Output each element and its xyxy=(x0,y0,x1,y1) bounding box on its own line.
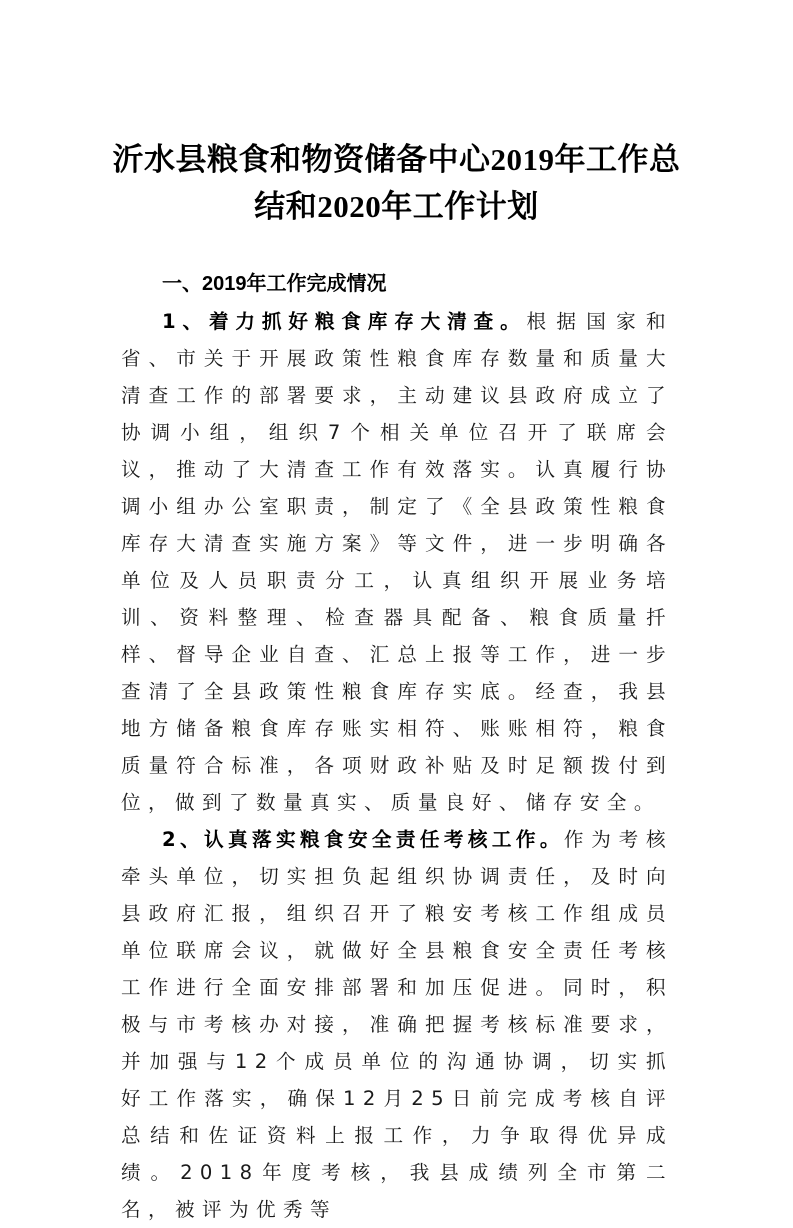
section-heading: 一、2019年工作完成情况 xyxy=(162,273,387,295)
paragraph-body: 根据国家和省、市关于开展政策性粮食库存数量和质量大清查工作的部署要求，主动建议县政府成立了协调小组，组织7个相关单位召开了联席会议，推动了大清查工作有效落实。认真履行协调小组办公室职责，制定了《全县政策性粮食库存大清查实施方案》等文件，进一步明确各单位及人员职责分工，认真组织开展业务培训、资料整理、检查器具配备、粮食质量扦样、督导企业自查、汇总上报等工作，进一步查清了全县政策性粮食库存实底。经查，我县地方储备粮食库存账实相符、账账相符，粮食质量符合标准，各项财政补贴及时足额拨付到位，做到了数量真实、质量良好、储存安全。 xyxy=(121,310,673,814)
paragraph-body: 作为考核牵头单位，切实担负起组织协调责任，及时向县政府汇报，组织召开了粮安考核工作组成员单位联席会议，就做好全县粮食安全责任考核工作进行全面安排部署和加压促进。同时，积极与市考核办对接，准确把握考核标准要求，并加强与12个成员单位的沟通协调，切实抓好工作落实，确保12月25日前完成考核自评总结和佐证资料上报工作，力争取得优异成绩。2018年度考核，我县成绩列全市第二名，被评为优秀等 xyxy=(121,828,673,1221)
paragraph-lead: 1、着力抓好粮食库存大清查。 xyxy=(162,310,527,333)
title-line-1: 沂水县粮食和物资储备中心2019年工作总 xyxy=(112,142,681,177)
title-line-2: 结和2020年工作计划 xyxy=(254,189,539,224)
paragraph-2 xyxy=(121,821,673,1228)
paragraph-1 xyxy=(121,303,673,821)
document-title xyxy=(100,136,693,230)
document-body xyxy=(121,266,673,1228)
paragraph-lead: 2、认真落实粮食安全责任考核工作。 xyxy=(162,828,564,851)
